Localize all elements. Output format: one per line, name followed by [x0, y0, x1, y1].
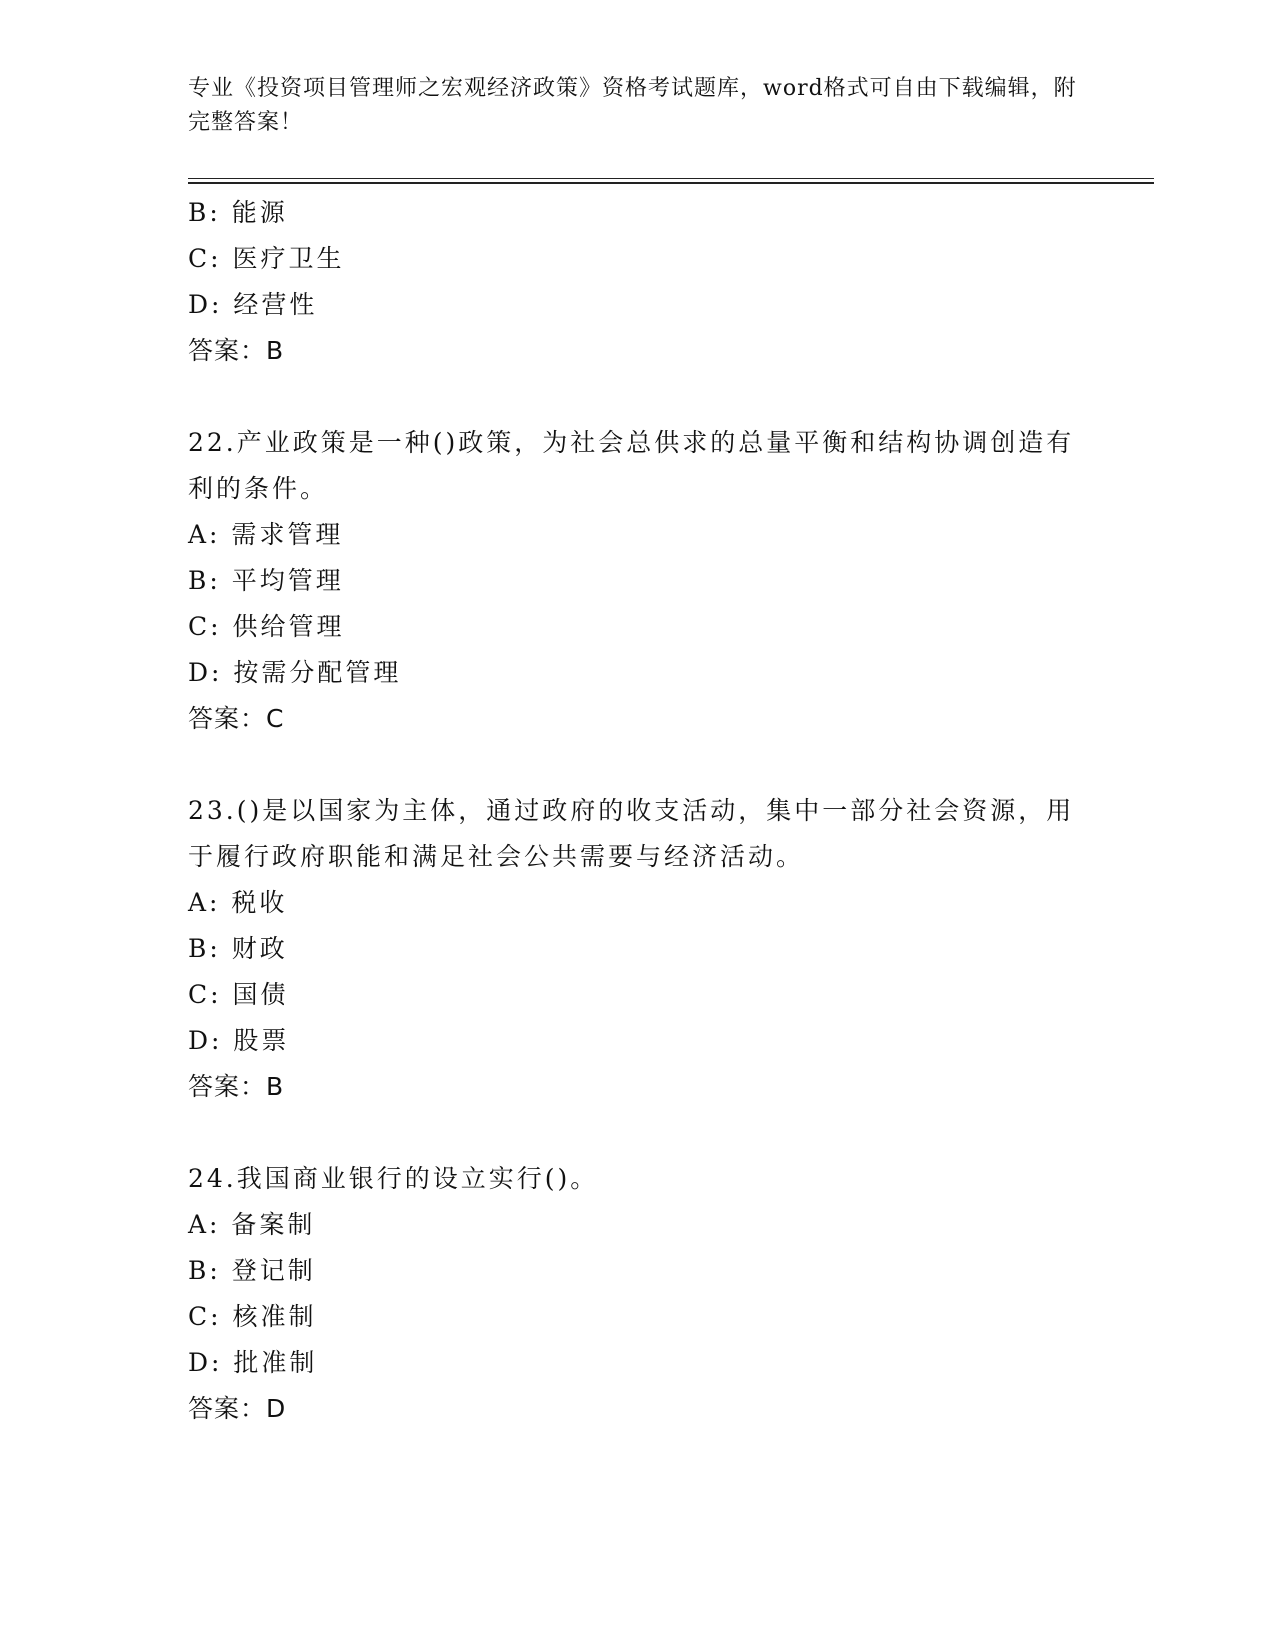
previous-question-tail — [188, 190, 1088, 374]
question-22 — [188, 420, 1088, 742]
question-stem: 23.()是以国家为主体，通过政府的收支活动，集中一部分社会资源，用于履行政府职能和满足社会公共需要与经济活动。 — [188, 796, 1075, 871]
question-stem: 22.产业政策是一种()政策，为社会总供求的总量平衡和结构协调创造有利的条件。 — [188, 428, 1075, 503]
option-d: D: 股票 — [188, 1026, 290, 1055]
option-c: C: 供给管理 — [188, 612, 345, 641]
question-stem: 24.我国商业银行的设立实行()。 — [188, 1164, 599, 1193]
header-rule-thin — [188, 178, 1154, 179]
option-d: D: 批准制 — [188, 1348, 318, 1377]
question-23 — [188, 788, 1088, 1110]
header-rule-thick — [188, 182, 1154, 184]
question-24 — [188, 1156, 1088, 1432]
option-d: D: 经营性 — [188, 290, 318, 319]
option-b: B: 财政 — [188, 934, 288, 963]
option-c: C: 核准制 — [188, 1302, 317, 1331]
option-c: C: 医疗卫生 — [188, 244, 345, 273]
option-a: A: 需求管理 — [188, 520, 344, 549]
option-d: D: 按需分配管理 — [188, 658, 402, 687]
option-b: B: 登记制 — [188, 1256, 316, 1285]
option-c: C: 国债 — [188, 980, 289, 1009]
question-list — [188, 190, 1088, 1432]
option-b: B: 平均管理 — [188, 566, 344, 595]
answer-line: 答案：B — [188, 1072, 285, 1101]
answer-line: 答案：C — [188, 704, 285, 733]
answer-line: 答案：B — [188, 336, 285, 365]
option-a: A: 备案制 — [188, 1210, 316, 1239]
answer-line: 答案：D — [188, 1394, 287, 1423]
option-a: A: 税收 — [188, 888, 288, 917]
document-header: 专业《投资项目管理师之宏观经济政策》资格考试题库，word格式可自由下载编辑，附完整答案！ — [188, 76, 1077, 135]
option-b: B: 能源 — [188, 198, 288, 227]
